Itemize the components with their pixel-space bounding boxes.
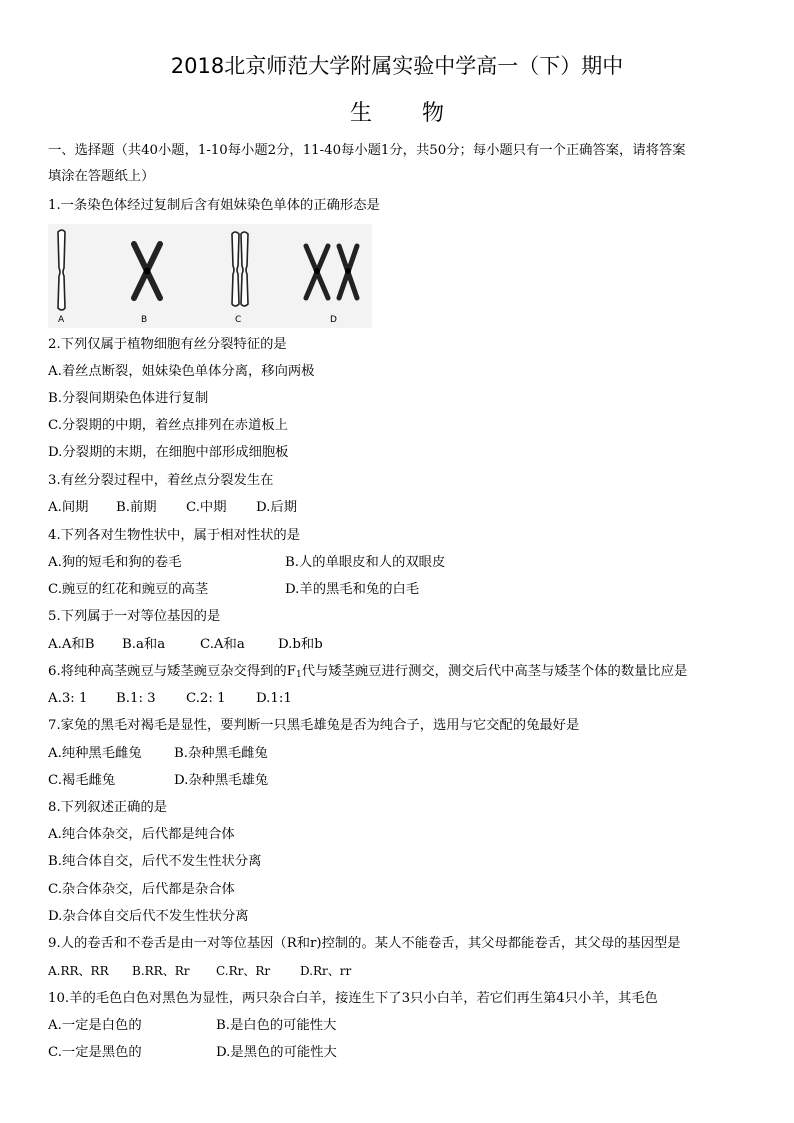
chromosome-a-icon xyxy=(58,230,65,310)
question-4-options-row2 xyxy=(48,581,419,599)
figure-label-d: D xyxy=(330,315,337,325)
question-4-option-c: C.豌豆的红花和豌豆的高茎 xyxy=(48,582,209,597)
question-5-options xyxy=(48,636,323,654)
question-2-option-d: D.分裂期的末期，在细胞中部形成细胞板 xyxy=(48,445,289,460)
question-2-option-b: B.分裂间期染色体进行复制 xyxy=(48,391,209,406)
question-4-stem: 4.下列各对生物性状中，属于相对性状的是 xyxy=(48,528,301,543)
question-8-option-d: D.杂合体自交后代不发生性状分离 xyxy=(48,909,249,924)
figure-label-a: A xyxy=(58,315,65,325)
question-6-option-b: B.1: 3 xyxy=(116,691,156,706)
question-9-option-c: C.Rr、Rr xyxy=(216,964,271,978)
question-7-option-d: D.杂种黑毛雄兔 xyxy=(174,773,269,788)
question-9-option-d: D.Rr、rr xyxy=(300,964,352,978)
question-9-option-b: B.RR、Rr xyxy=(132,964,190,978)
question-4-option-a: A.狗的短毛和狗的卷毛 xyxy=(48,555,182,570)
question-2-stem: 2.下列仅属于植物细胞有丝分裂特征的是 xyxy=(48,337,287,352)
figure-background xyxy=(48,224,372,328)
exam-title: 2018北京师范大学附属实验中学高一（下）期中 xyxy=(170,54,624,78)
question-1-stem: 1.一条染色体经过复制后含有姐妹染色单体的正确形态是 xyxy=(48,198,380,213)
question-8-option-a: A.纯合体杂交，后代都是纯合体 xyxy=(48,827,235,842)
question-3-option-a: A.间期 xyxy=(48,500,89,515)
section-instructions-line1: 一、选择题（共40小题，1-10每小题2分，11-40每小题1分，共50分；每小题只有一个正确答案，请将答案 xyxy=(48,143,686,158)
question-10-option-a: A.一定是白色的 xyxy=(48,1018,142,1033)
question-6-stem-part2: 代与矮茎豌豆进行测交，测交后代中高茎与矮茎个体的数量比应是 xyxy=(301,664,688,679)
question-8-option-b: B.纯合体自交，后代不发生性状分离 xyxy=(48,854,262,869)
question-8-stem: 8.下列叙述正确的是 xyxy=(48,800,168,815)
question-6-option-c: C.2: 1 xyxy=(186,691,226,706)
question-4-options-row1 xyxy=(48,554,445,572)
figure-label-b: B xyxy=(141,315,148,325)
question-6-stem-subscript: 1 xyxy=(295,670,302,680)
subject-title: 生物 xyxy=(349,101,494,126)
figure-label-c: C xyxy=(235,315,242,325)
question-6-option-d: D.1:1 xyxy=(256,691,292,706)
question-5-stem: 5.下列属于一对等位基因的是 xyxy=(48,609,221,624)
question-5-option-b: B.a和a xyxy=(122,637,166,652)
question-5-option-a: A.A和B xyxy=(48,637,95,652)
question-9-option-a: A.RR、RR xyxy=(48,964,109,978)
question-6-options xyxy=(48,690,292,708)
question-2-option-a: A.着丝点断裂，姐妹染色单体分离，移向两极 xyxy=(48,364,315,379)
question-2-option-c: C.分裂期的中期，着丝点排列在赤道板上 xyxy=(48,418,288,433)
question-7-option-b: B.杂种黑毛雌兔 xyxy=(174,746,268,761)
question-10-options-row2 xyxy=(48,1044,337,1062)
question-10-stem: 10.羊的毛色白色对黑色为显性，两只杂合白羊，接连生下了3只小白羊，若它们再生第4只小羊，其毛色 xyxy=(48,991,658,1006)
question-4-option-d: D.羊的黑毛和兔的白毛 xyxy=(285,582,420,597)
chromosome-figure xyxy=(48,224,372,328)
question-3-stem: 3.有丝分裂过程中，着丝点分裂发生在 xyxy=(48,473,274,488)
question-3-option-b: B.前期 xyxy=(116,500,157,515)
question-9-stem: 9.人的卷舌和不卷舌是由一对等位基因（R和r)控制的。某人不能卷舌，其父母都能卷舌，其父母的基因型是 xyxy=(48,936,681,951)
question-6-stem-part1: 6.将纯种高茎豌豆与矮茎豌豆杂交得到的F xyxy=(48,664,296,679)
question-10-options-row1 xyxy=(48,1017,336,1035)
question-7-option-a: A.纯种黑毛雌兔 xyxy=(48,746,142,761)
question-6-option-a: A.3: 1 xyxy=(48,691,88,706)
question-6-stem xyxy=(48,663,687,684)
question-3-option-c: C.中期 xyxy=(186,500,227,515)
question-7-stem: 7.家兔的黑毛对褐毛是显性，要判断一只黑毛雄兔是否为纯合子，选用与它交配的兔最好是 xyxy=(48,718,580,733)
question-7-options-row2 xyxy=(48,772,268,790)
question-10-option-c: C.一定是黑色的 xyxy=(48,1045,142,1060)
question-8-option-c: C.杂合体杂交，后代都是杂合体 xyxy=(48,882,235,897)
question-3-option-d: D.后期 xyxy=(256,500,298,515)
question-3-options xyxy=(48,499,297,517)
section-instructions-line2: 填涂在答题纸上） xyxy=(48,169,155,184)
question-10-option-d: D.是黑色的可能性大 xyxy=(216,1045,337,1060)
question-9-options xyxy=(48,962,351,980)
question-5-option-d: D.b和b xyxy=(278,637,323,652)
question-7-option-c: C.褐毛雌兔 xyxy=(48,773,116,788)
question-10-option-b: B.是白色的可能性大 xyxy=(216,1018,337,1033)
question-7-options-row1 xyxy=(48,745,268,763)
question-4-option-b: B.人的单眼皮和人的双眼皮 xyxy=(285,555,446,570)
question-5-option-c: C.A和a xyxy=(200,637,245,652)
